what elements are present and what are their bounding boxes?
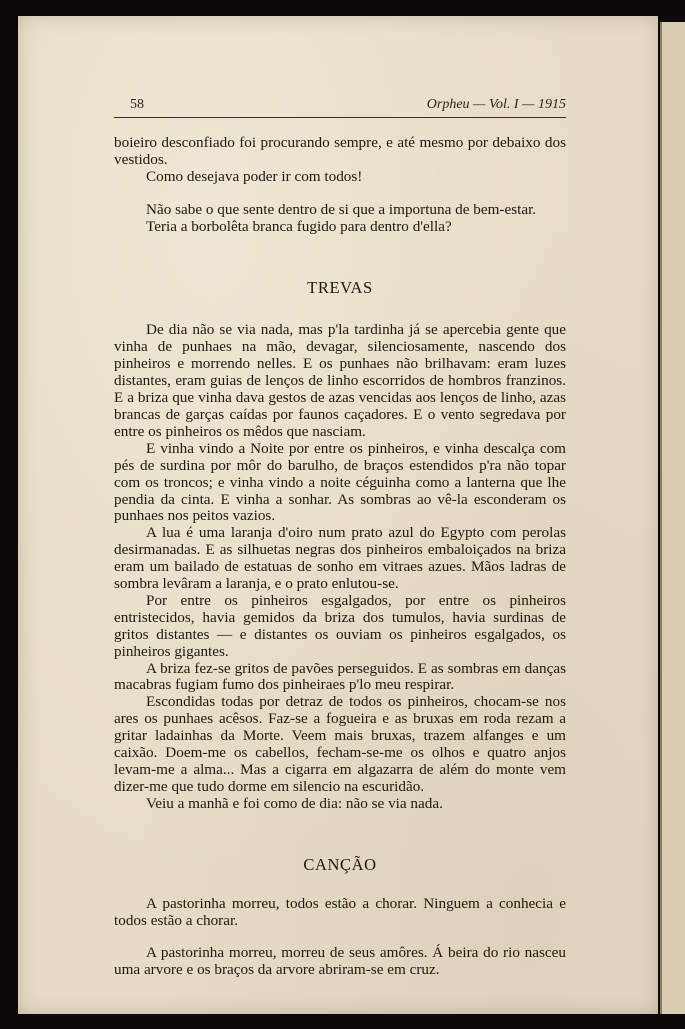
intro-paragraph: Teria a borbolêta branca fugido para dentro d'ella? (146, 217, 452, 235)
cancao-paragraph: A pastorinha morreu, todos estão a chorar. Ninguem a conhecia e todos estão a chorar. (114, 894, 566, 929)
intro-paragraph: boieiro desconfiado foi procurando sempre, e até mesmo por debaixo dos vestidos. (114, 134, 566, 168)
trevas-paragraph: A lua é uma laranja d'oiro num prato azul do Egypto com perolas desirmanadas. E as silhuetas negras dos pinheiros embaloiçados na briza eram um bailado de estatuas de sonho em vitraes azues. Mãos ladras de sombra levâram a laranja, e o prato enlutou-se. (114, 524, 566, 593)
trevas-paragraph: Por entre os pinheiros esgalgados, por entre os pinheiros entristecidos, havia gemidos da briza dos tumulos, havia surdinas de gritos distantes — e distantes os ouviam os pinheiros esgalgados, os pinheiros gigantes. (114, 591, 566, 660)
trevas-paragraph: A briza fez-se gritos de pavões perseguidos. E as sombras em danças macabras fugiam fumo dos pinheiraes p'lo meu respirar. (114, 659, 566, 694)
section-title-trevas: TREVAS (307, 277, 373, 297)
trevas-paragraph: Escondidas todas por detraz de todos os pinheiros, chocam-se nos ares os punhaes acêsos. Faz-se a fogueira e as bruxas em roda rezam a gritar ladainhas da Morte. Veem mais bruxas, trazem alfanges e um caixão. Doem-me os cabellos, fecham-se-me os olhos e quatro anjos levam-me a alma... Mas a cigarra em algazarra de além do monte vem dizer-me que tudo dorme em silencio na escuridão. (114, 693, 566, 795)
trevas-paragraph: De dia não se via nada, mas p'la tardinha já se apercebia gente que vinha de punhaes na mão, devagar, silenciosamente, nascendo dos pinheiros e morrendo nelles. E os punhaes não brilhavam: eram luzes distantes, eram guias de lenços de linho escorridos de hombros franzinos. E a briza que vinha dava gestos de azas vencidas aos lenços de linho, azas brancas de garças caídas por faunos caçadores. E o vento segredava por entre os pinheiros os mêdos que nasciam. (114, 321, 566, 440)
cancao-paragraph: A pastorinha morreu, morreu de seus amôres. Á beira do rio nasceu uma arvore e os braços da arvore abriram-se em cruz. (114, 944, 566, 979)
page-body (114, 135, 566, 979)
header-rule (114, 117, 566, 118)
page-header (114, 95, 566, 117)
intro-paragraph: Não sabe o que sente dentro de si que a importuna de bem-estar. (146, 200, 537, 218)
intro-paragraph: Como desejava poder ir com todos! (146, 167, 363, 185)
trevas-paragraph: E vinha vindo a Noite por entre os pinheiros, e vinha descalça com pés de surdina por môr do barulho, de braços estendidos p'ra não topar com os troncos; e vinha vindo a noite céguinha como a lanterna que lhe pendia da cinta. E vinha a sonhar. As sombras ao vê-la esconderam os punhaes nos peitos vazios. (114, 439, 566, 525)
adjacent-page-edge (660, 22, 685, 1014)
section-title-cancao: CANÇÃO (303, 854, 377, 874)
page-number: 58 (130, 97, 144, 112)
trevas-paragraph: Veiu a manhã e foi como de dia: não se via nada. (146, 794, 443, 812)
running-head: Orpheu — Vol. I — 1915 (426, 97, 566, 112)
